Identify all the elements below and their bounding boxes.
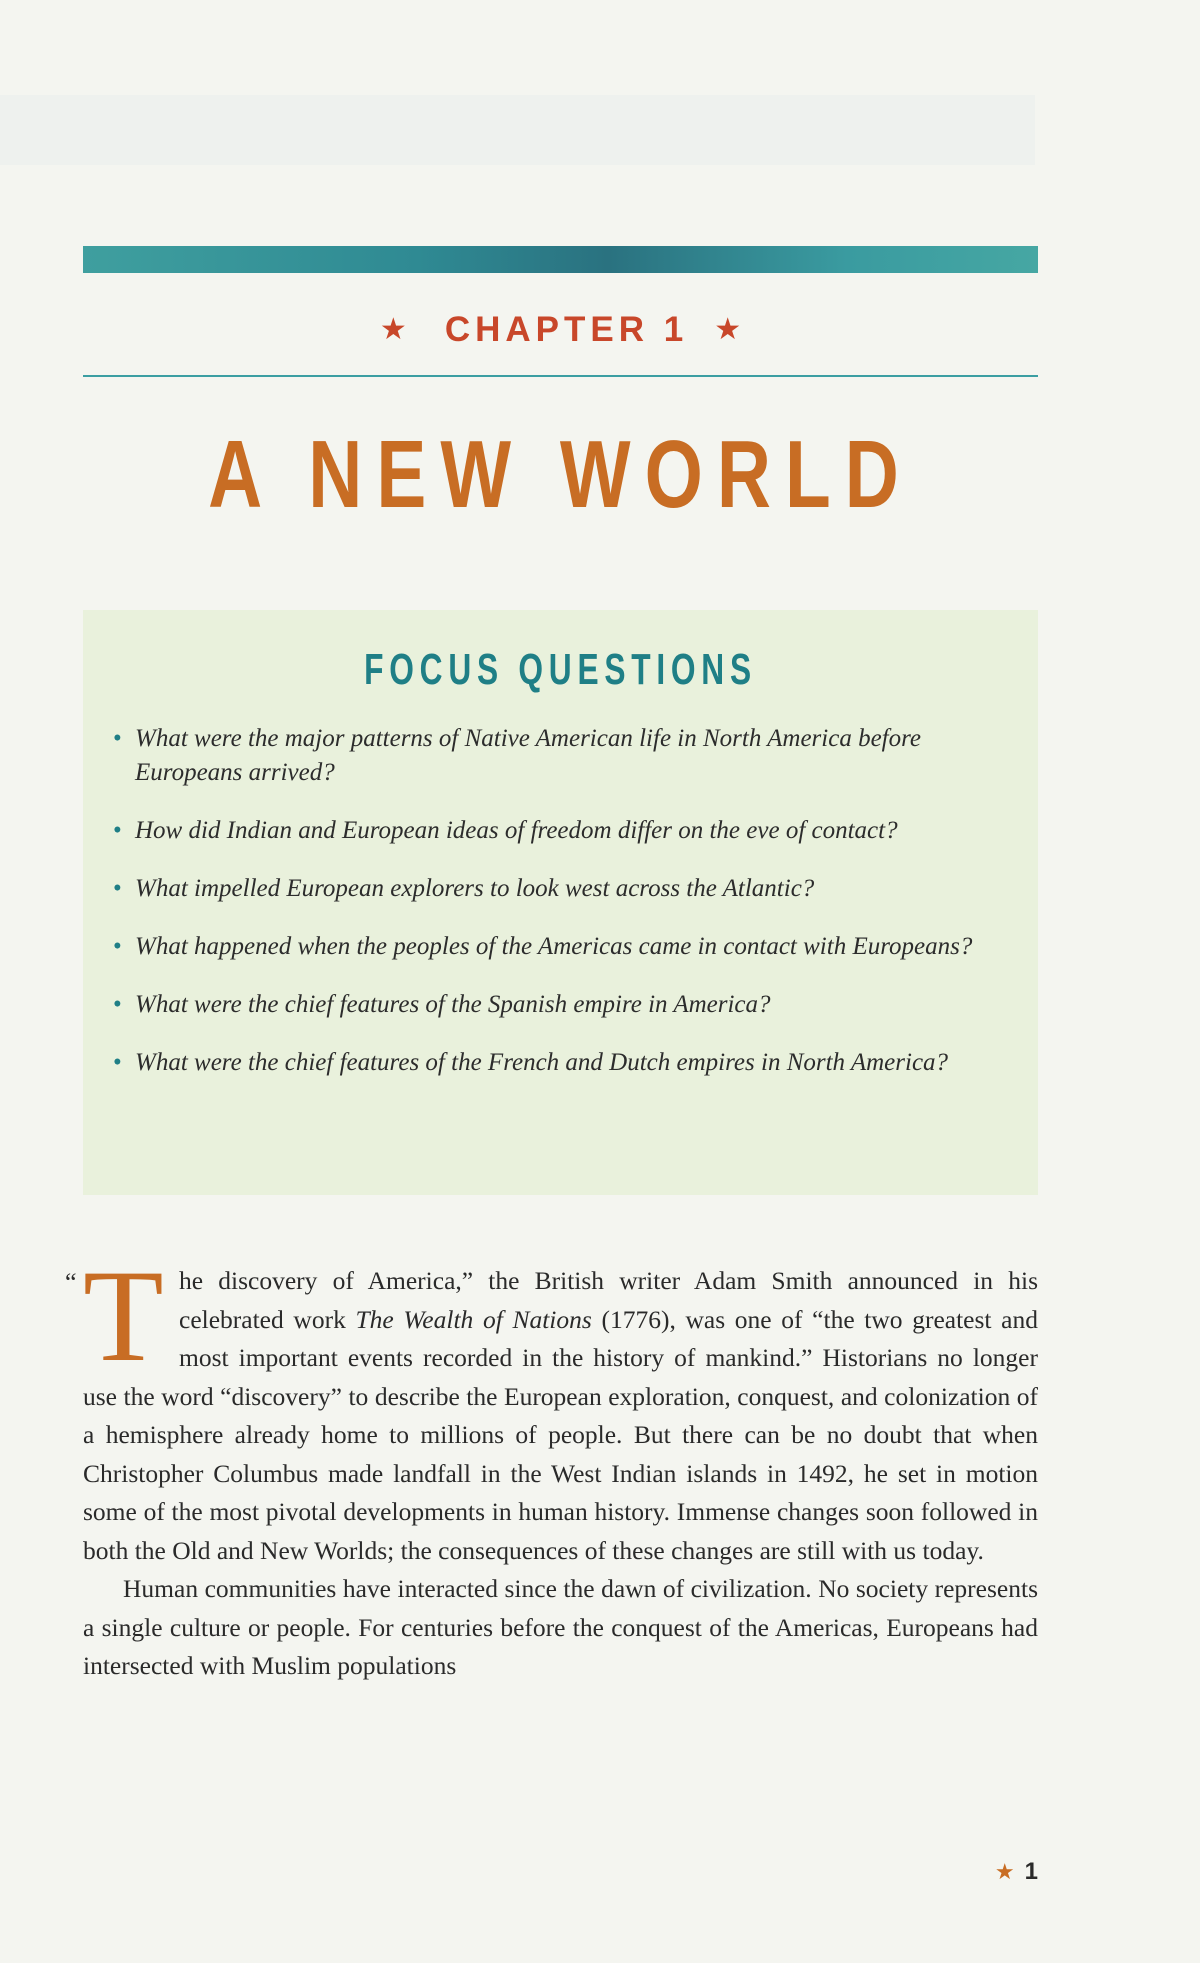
focus-question-text: What impelled European explorers to look west across the Atlantic? — [135, 875, 815, 902]
bullet-icon: • — [113, 875, 122, 902]
chapter-rule — [83, 375, 1038, 377]
open-quote: “ — [65, 1268, 77, 1297]
show-through-band — [0, 95, 1035, 165]
star-icon: ★ — [714, 313, 742, 346]
chapter-header-bar — [83, 246, 1038, 273]
focus-question-text: What were the chief features of the French and Dutch empires in North America? — [135, 1049, 949, 1076]
chapter-title: A NEW WORLD — [208, 421, 913, 528]
focus-question — [111, 930, 1001, 964]
body-text-run: (1776), was one of “the two greatest and most important events recorded in the history of mankind.” Historians no longer use the word “discovery” to describe the European exploration, conquest, and colonization of a hemisphere already home to millions of people. But there can be no doubt that when Christopher Columbus made landfall in the West Indian islands in 1492, he set in motion some of the most pivotal developments in human history. Immense changes soon followed in both the Old and New Worlds; the consequences of these changes are still with us today. — [83, 1304, 1038, 1565]
bullet-icon: • — [113, 991, 122, 1018]
bullet-icon: • — [113, 1049, 122, 1076]
focus-questions-heading: FOCUS QUESTIONS — [364, 645, 757, 694]
star-icon: ★ — [994, 1859, 1015, 1884]
chapter-label: CHAPTER 1 — [444, 310, 689, 349]
bullet-icon: • — [113, 817, 122, 844]
focus-question-text: How did Indian and European ideas of freedom differ on the eve of contact? — [135, 817, 898, 844]
body-paragraph — [65, 1242, 1038, 1570]
body-text-run: Human communities have interacted since the dawn of civilization. No society represents a single culture or people. For centuries before the conquest of the Americas, Europeans had intersected with Muslim populations — [83, 1574, 1038, 1680]
chapter-label-row — [83, 300, 1038, 360]
focus-question — [111, 988, 1001, 1022]
focus-question-text: What happened when the peoples of the Americas came in contact with Europeans? — [135, 933, 973, 960]
focus-question-text: What were the major patterns of Native American life in North America before Europeans arrived? — [135, 725, 922, 786]
bullet-icon: • — [113, 933, 122, 960]
focus-questions-box — [83, 610, 1038, 1195]
chapter-body — [65, 1242, 1038, 1686]
focus-questions-list — [111, 722, 1001, 1104]
body-text-run: he discovery of America,” the British writer Adam Smith announced in his celebrated work — [179, 1266, 1038, 1334]
focus-question — [111, 722, 1001, 790]
dropcap-letter: T — [83, 1242, 164, 1389]
bullet-icon: • — [113, 725, 122, 752]
page-number-value: 1 — [1024, 1858, 1038, 1885]
focus-question-text: What were the chief features of the Spanish empire in America? — [135, 991, 771, 1018]
work-title: The Wealth of Nations — [355, 1304, 592, 1334]
dropcap-block — [65, 1242, 173, 1389]
page-number — [995, 1858, 1038, 1886]
focus-question — [111, 872, 1001, 906]
focus-question — [111, 814, 1001, 848]
body-paragraph — [83, 1570, 1038, 1686]
star-icon: ★ — [379, 313, 407, 346]
focus-question — [111, 1046, 1001, 1080]
